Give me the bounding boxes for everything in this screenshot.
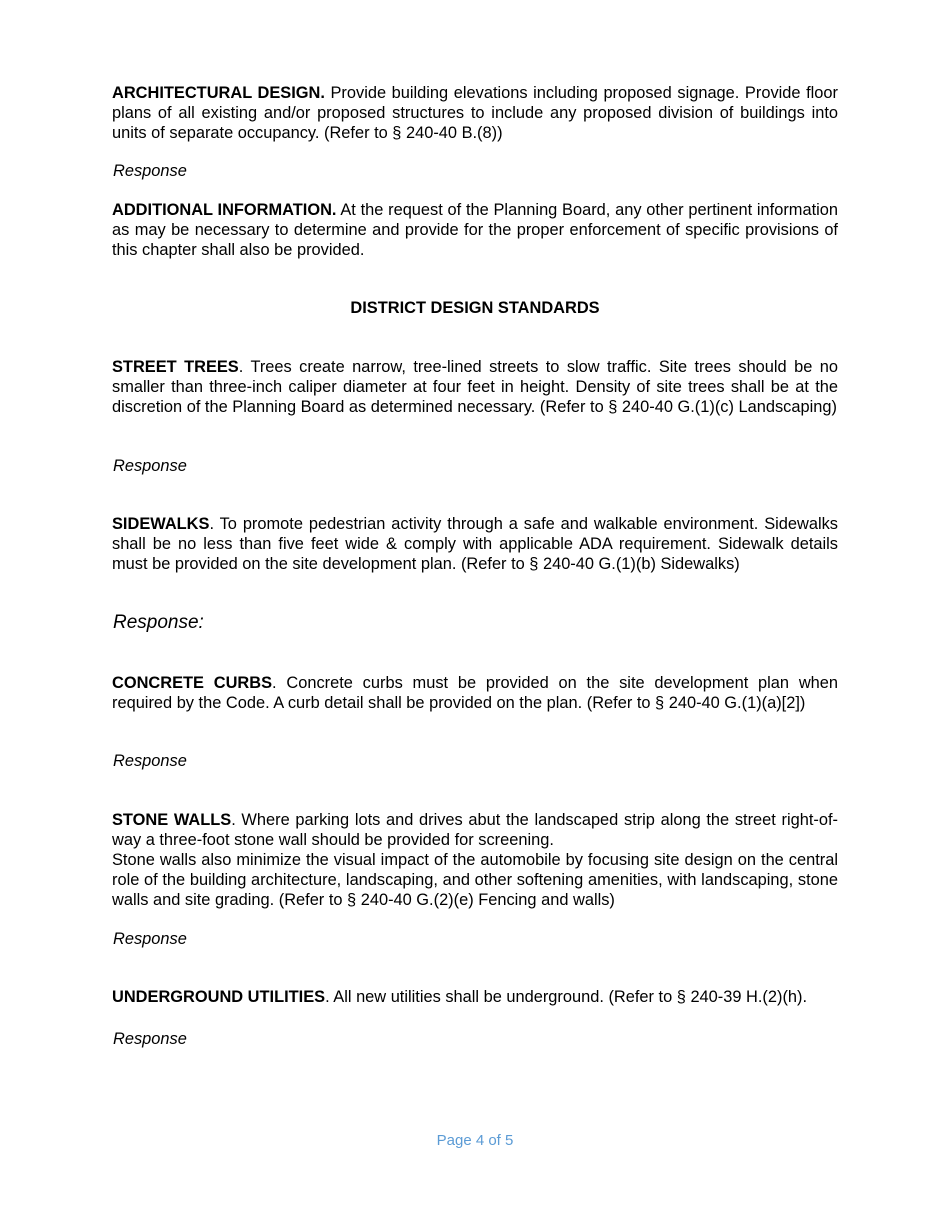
additional-information-title: ADDITIONAL INFORMATION. [112,201,337,219]
stone-walls-title: STONE WALLS [112,811,232,829]
stone-walls-body-continued: Stone walls also minimize the visual impact of the automobile by focusing site design on the central role of the building architecture, landscaping, and other softening amenities, with landscaping, stone walls and site grading. (Refer to § 240-40 G.(2)(e) Fencing and walls) [112,851,838,909]
underground-utilities-paragraph [112,987,838,1007]
concrete-curbs-response: Response [113,752,187,770]
architectural-design-title: ARCHITECTURAL DESIGN. [112,84,325,102]
underground-utilities-title: UNDERGROUND UTILITIES [112,988,326,1006]
sidewalks-body: . To promote pedestrian activity through a safe and walkable environment. Sidewalks shall be no less than five feet wide & comply with applicable ADA requirement. Sidewalk details must be provided on the site development plan. (Refer to § 240-40 G.(1)(b) Sidewalks) [112,515,838,573]
street-trees-body: . Trees create narrow, tree-lined streets to slow traffic. Site trees should be no smaller than three-inch caliper diameter at four feet in height. Density of site trees shall be at the discretion of the Planning Board as determined necessary. (Refer to § 240-40 G.(1)(c) Landscaping) [112,358,838,416]
page-number-footer: Page 4 of 5 [436,1132,514,1149]
concrete-curbs-paragraph [112,673,838,713]
street-trees-title: STREET TREES [112,358,239,376]
architectural-design-response: Response [113,162,187,180]
underground-utilities-response: Response [113,1030,187,1048]
sidewalks-response: Response: [113,612,204,633]
architectural-design-paragraph [112,83,838,143]
stone-walls-response: Response [113,930,187,948]
additional-information-paragraph [112,200,838,260]
sidewalks-title: SIDEWALKS [112,515,210,533]
concrete-curbs-title: CONCRETE CURBS [112,674,273,692]
additional-information-body: At the request of the Planning Board, any other pertinent information as may be necessary to determine and provide for the proper enforcement of specific provisions of this chapter shall also be provided. [112,201,838,259]
stone-walls-body: . Where parking lots and drives abut the landscaped strip along the street right-of-way a three-foot stone wall should be provided for screening. [112,811,838,849]
street-trees-response: Response [113,457,187,475]
architectural-design-body: Provide building elevations including proposed signage. Provide floor plans of all existing and/or proposed structures to include any proposed division of buildings into units of separate occupancy. (Refer to § 240-40 B.(8)) [112,84,838,142]
street-trees-paragraph [112,357,838,417]
district-design-standards-heading: DISTRICT DESIGN STANDARDS [350,299,600,317]
stone-walls-paragraph [112,810,838,910]
concrete-curbs-body: . Concrete curbs must be provided on the site development plan when required by the Code. A curb detail shall be provided on the plan. (Refer to § 240-40 G.(1)(a)[2]) [112,674,839,712]
sidewalks-paragraph [112,514,838,574]
underground-utilities-body: . All new utilities shall be underground. (Refer to § 240-39 H.(2)(h). [325,988,808,1006]
